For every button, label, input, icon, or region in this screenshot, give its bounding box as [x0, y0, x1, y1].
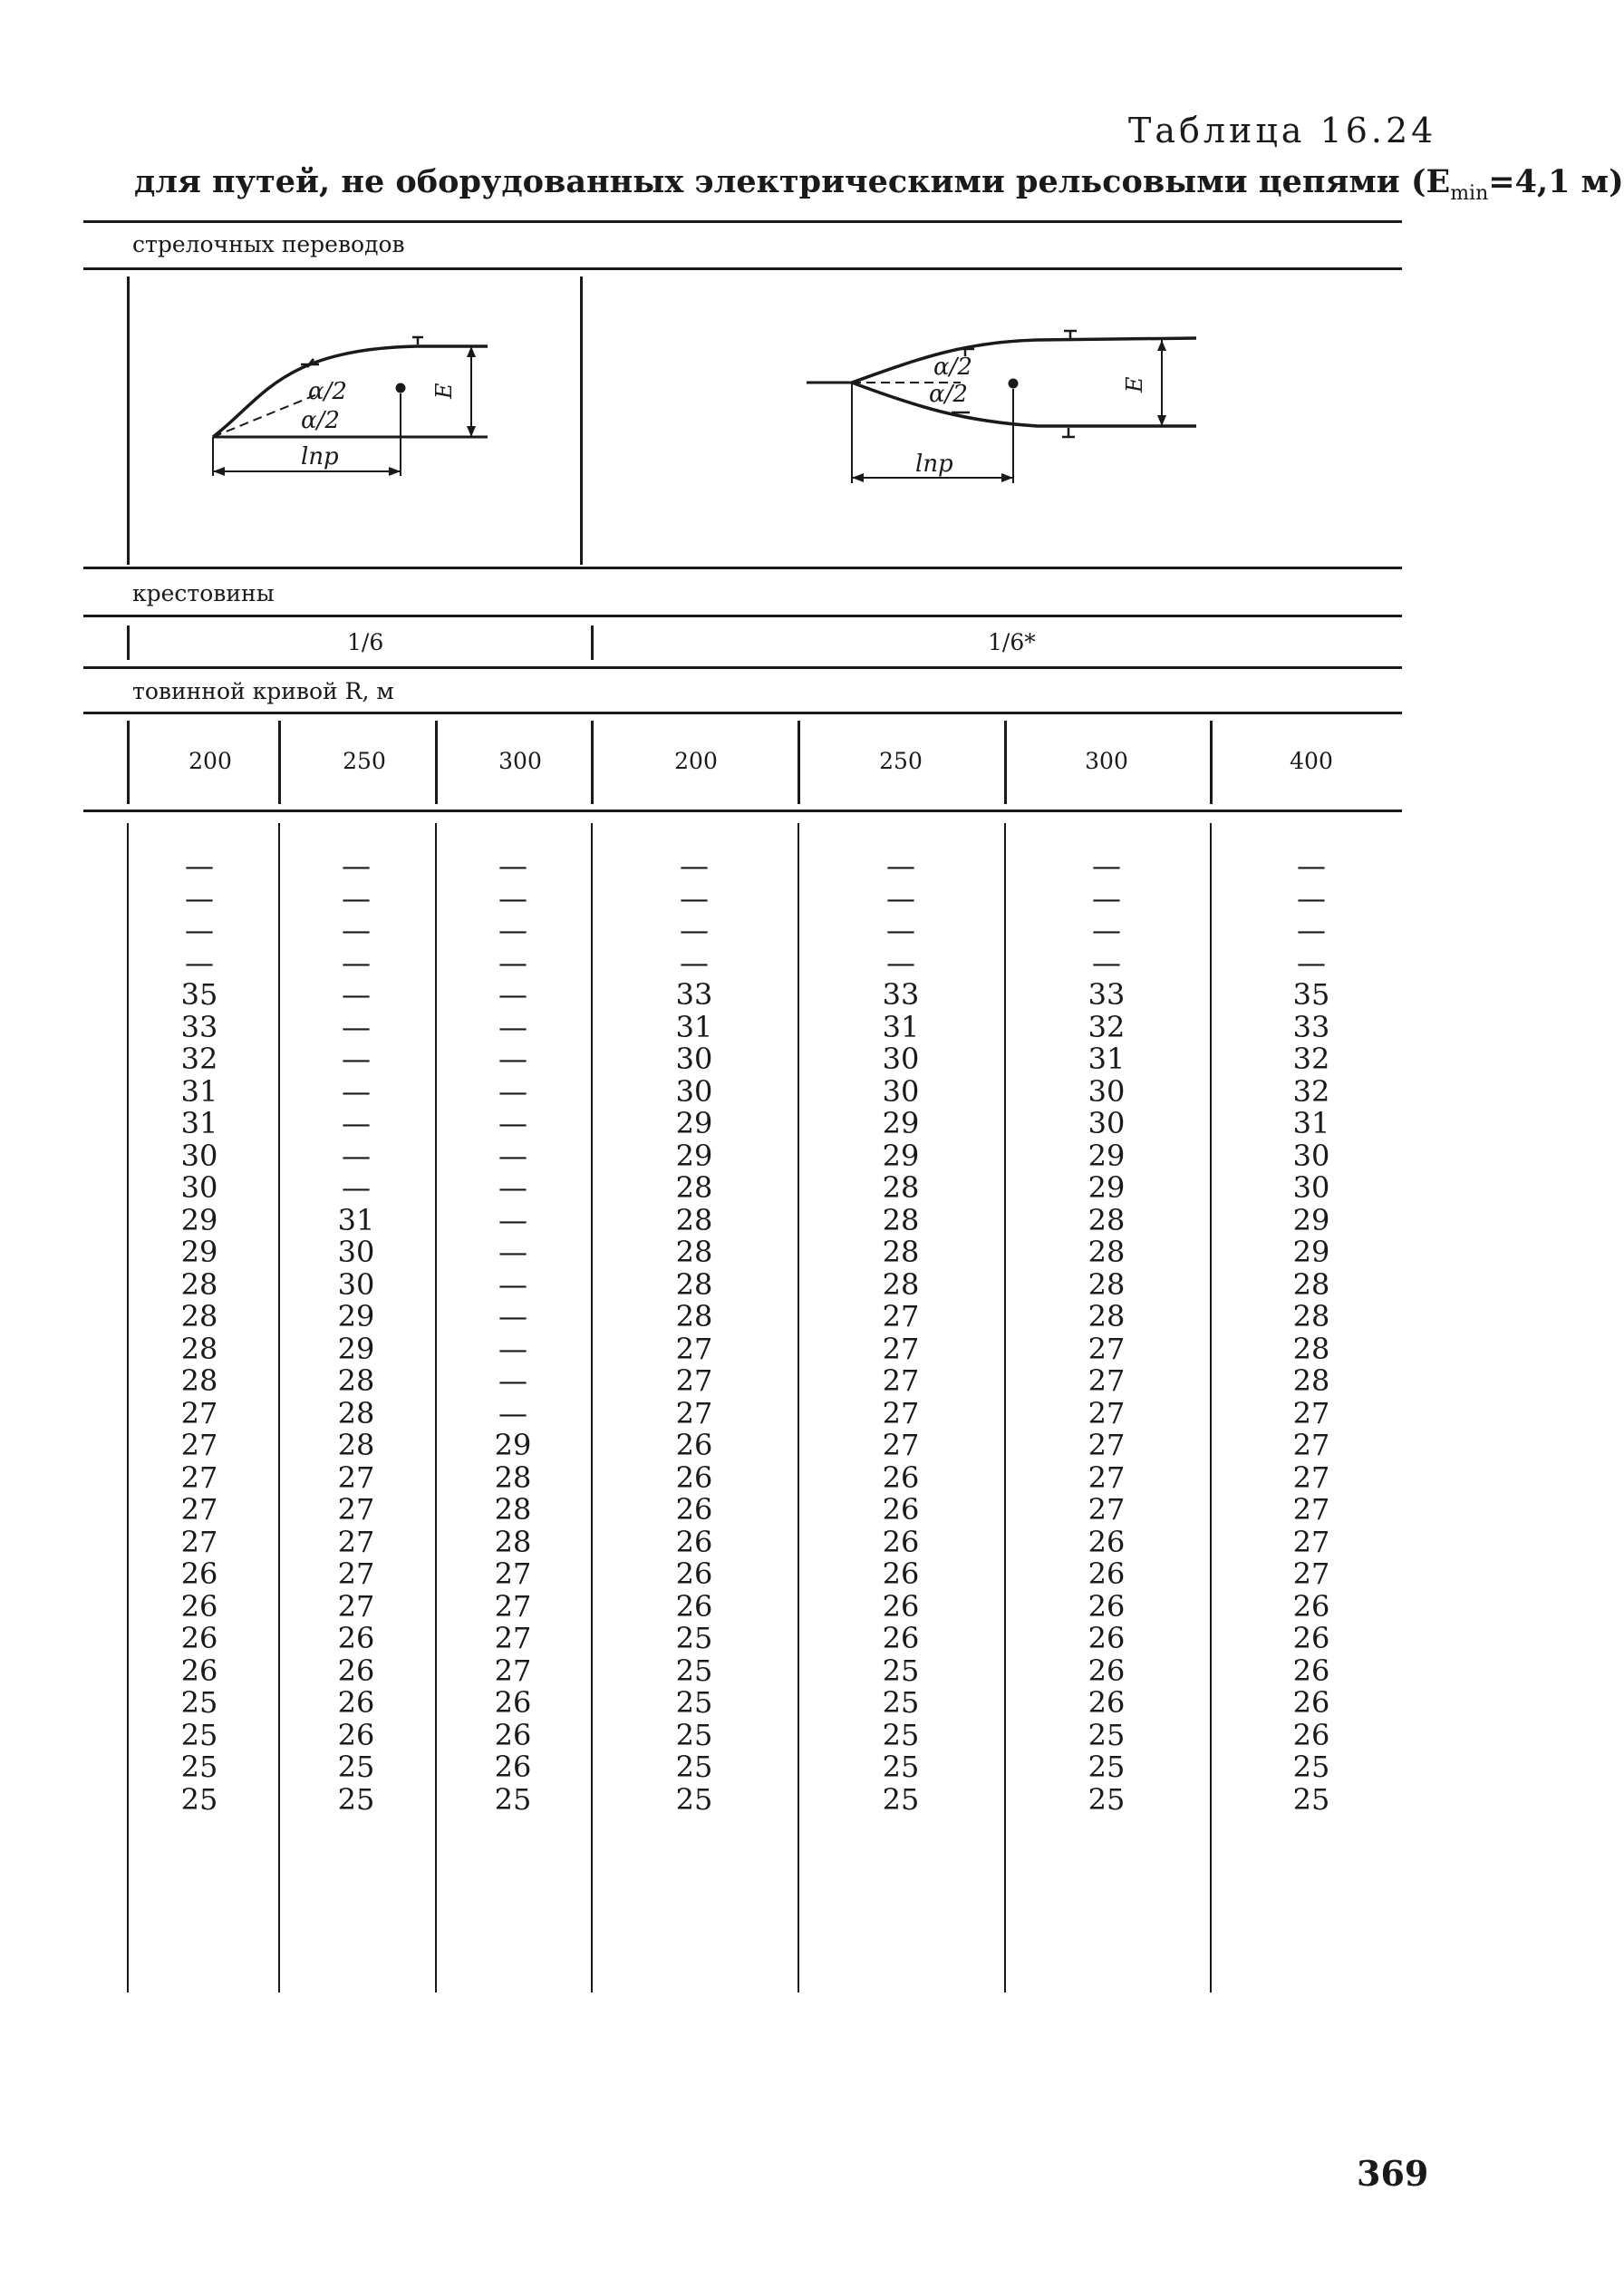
table-cell: 28	[675, 1235, 713, 1269]
table-cell: 26	[882, 1588, 920, 1624]
radius-header: 300	[498, 748, 542, 774]
alpha-half-upper-right: α/2	[933, 354, 972, 381]
subtitle-end: =4,1 м)	[1488, 163, 1624, 200]
table-cell: 27	[1292, 1428, 1330, 1462]
data-column-1-6s-400	[1257, 850, 1366, 1816]
diagram-border-mid	[580, 276, 583, 565]
body-sep-5	[1004, 823, 1006, 1993]
table-cell: 27	[882, 1331, 920, 1366]
table-cell: 26	[1088, 1524, 1126, 1559]
E-label-left: E	[431, 383, 457, 399]
table-cell: 27	[494, 1621, 532, 1655]
rule-crossings-bottom	[83, 615, 1402, 617]
table-cell: 30	[337, 1266, 375, 1302]
body-sep-3	[591, 823, 593, 1993]
table-cell: 25	[180, 1781, 218, 1817]
subtitle-text: для путей, не оборудованных электрическими рельсовыми цепями (E	[134, 163, 1451, 200]
table-cell: 28	[882, 1235, 920, 1269]
table-cell: 27	[1088, 1331, 1126, 1366]
crossing-right-value: 1/6*	[988, 629, 1036, 655]
table-cell: 25	[337, 1750, 375, 1784]
table-cell: —	[498, 1138, 527, 1173]
table-cell: 30	[1088, 1073, 1126, 1109]
table-cell: 26	[1088, 1556, 1126, 1591]
table-cell: 33	[675, 977, 713, 1012]
table-cell: 25	[1088, 1781, 1126, 1817]
rule-curve-bottom	[83, 712, 1402, 714]
table-cell: 25	[882, 1781, 920, 1817]
table-cell: 27	[675, 1331, 713, 1366]
table-cell: 28	[337, 1363, 375, 1398]
table-cell: —	[886, 945, 915, 980]
crossing-left-value: 1/6	[347, 629, 384, 655]
table-cell: —	[342, 1009, 371, 1044]
data-column-1-6-300	[459, 850, 567, 1816]
data-column-1-6-250	[302, 850, 411, 1816]
table-cell: —	[680, 848, 709, 883]
table-cell: 27	[1292, 1556, 1330, 1591]
table-cell: 25	[180, 1717, 218, 1752]
table-cell: 26	[494, 1685, 532, 1720]
table-cell: 28	[1292, 1363, 1330, 1398]
section-crossings-label: крестовины	[132, 580, 275, 606]
table-cell: 28	[1088, 1202, 1126, 1237]
table-cell: —	[342, 880, 371, 916]
data-column-1-6s-250	[846, 850, 955, 1816]
table-cell: 29	[337, 1299, 375, 1333]
table-cell: —	[342, 945, 371, 980]
radius-header: 250	[879, 748, 923, 774]
table-cell: —	[342, 913, 371, 947]
table-cell: 26	[1088, 1685, 1126, 1720]
table-cell: 25	[675, 1621, 713, 1655]
table-cell: —	[1092, 880, 1121, 916]
table-cell: —	[342, 848, 371, 883]
table-cell: 28	[180, 1299, 218, 1333]
radius-header: 400	[1290, 748, 1333, 774]
table-cell: 26	[1292, 1653, 1330, 1688]
table-cell: 25	[675, 1781, 713, 1817]
table-cell: 30	[180, 1170, 218, 1205]
table-cell: 26	[180, 1556, 218, 1591]
table-cell: 26	[337, 1621, 375, 1655]
table-cell: 25	[882, 1750, 920, 1784]
rule-diagrams-bottom	[83, 567, 1402, 569]
table-cell: 30	[882, 1073, 920, 1109]
table-cell: 30	[180, 1138, 218, 1173]
table-cell: 30	[337, 1235, 375, 1269]
table-cell: 35	[180, 977, 218, 1012]
table-cell: 27	[1088, 1492, 1126, 1527]
table-cell: 30	[1292, 1170, 1330, 1205]
data-column-1-6s-300	[1052, 850, 1161, 1816]
table-cell: —	[680, 913, 709, 947]
table-cell: —	[185, 848, 214, 883]
table-subtitle	[134, 163, 1624, 205]
switch-diagram-symmetric	[802, 322, 1201, 499]
table-cell: 28	[882, 1170, 920, 1205]
rule-top	[83, 220, 1402, 223]
table-cell: 28	[337, 1428, 375, 1462]
table-cell: —	[886, 880, 915, 916]
table-cell: —	[498, 1395, 527, 1430]
table-cell: 27	[1088, 1363, 1126, 1398]
table-number: Таблица 16.24	[1128, 111, 1437, 150]
table-cell: 28	[494, 1492, 532, 1527]
table-cell: 27	[337, 1524, 375, 1559]
table-cell: —	[498, 1042, 527, 1076]
table-cell: 25	[675, 1653, 713, 1688]
table-cell: 26	[1088, 1621, 1126, 1655]
table-cell: —	[1297, 913, 1326, 947]
table-cell: 26	[675, 1492, 713, 1527]
table-cell: 26	[180, 1653, 218, 1688]
data-column-1-6-200	[145, 850, 254, 1816]
table-cell: 31	[1292, 1106, 1330, 1140]
table-cell: 26	[675, 1588, 713, 1624]
table-cell: 28	[1088, 1299, 1126, 1333]
body-sep-2	[435, 823, 437, 1993]
table-cell: 27	[1088, 1459, 1126, 1495]
table-cell: 25	[494, 1781, 532, 1817]
table-cell: 28	[180, 1331, 218, 1366]
table-cell: 28	[675, 1266, 713, 1302]
table-cell: —	[498, 945, 527, 980]
table-cell: 26	[882, 1459, 920, 1495]
table-cell: 26	[675, 1556, 713, 1591]
header-sep-6	[1210, 721, 1213, 804]
table-cell: 27	[180, 1428, 218, 1462]
table-cell: 25	[1292, 1781, 1330, 1817]
table-cell: —	[185, 945, 214, 980]
radius-header: 200	[674, 748, 718, 774]
table-cell: —	[1092, 913, 1121, 947]
table-cell: 27	[494, 1653, 532, 1688]
crossing-border-mid	[591, 625, 594, 660]
table-cell: 26	[675, 1524, 713, 1559]
table-cell: —	[498, 880, 527, 916]
table-cell: 29	[337, 1331, 375, 1366]
table-cell: 27	[882, 1395, 920, 1430]
table-cell: —	[498, 1202, 527, 1237]
table-cell: —	[1092, 945, 1121, 980]
table-cell: 32	[1292, 1042, 1330, 1076]
table-cell: 28	[1088, 1266, 1126, 1302]
table-cell: 27	[337, 1492, 375, 1527]
table-cell: 27	[180, 1459, 218, 1495]
radius-header: 300	[1085, 748, 1128, 774]
table-cell: 29	[675, 1106, 713, 1140]
table-cell: 32	[180, 1042, 218, 1076]
table-cell: —	[680, 945, 709, 980]
table-cell: 27	[882, 1299, 920, 1333]
table-cell: 35	[1292, 977, 1330, 1012]
table-cell: 25	[882, 1685, 920, 1720]
table-cell: 33	[180, 1009, 218, 1044]
table-cell: —	[498, 1299, 527, 1333]
table-cell: 26	[675, 1428, 713, 1462]
table-cell: 28	[1292, 1266, 1330, 1302]
table-cell: 26	[882, 1621, 920, 1655]
table-cell: 25	[1292, 1750, 1330, 1784]
table-cell: —	[498, 1009, 527, 1044]
E-label-right: E	[1122, 376, 1147, 393]
table-cell: 33	[1088, 977, 1126, 1012]
table-cell: 29	[1088, 1170, 1126, 1205]
table-cell: 25	[882, 1653, 920, 1688]
table-cell: 28	[882, 1266, 920, 1302]
table-cell: 29	[180, 1202, 218, 1237]
table-cell: 27	[675, 1395, 713, 1430]
table-cell: 26	[180, 1621, 218, 1655]
table-cell: 26	[1292, 1621, 1330, 1655]
body-sep-1	[278, 823, 280, 1993]
table-cell: 26	[494, 1717, 532, 1752]
table-cell: 29	[1292, 1235, 1330, 1269]
table-cell: —	[498, 977, 527, 1012]
table-cell: 26	[1088, 1653, 1126, 1688]
table-cell: 27	[1292, 1459, 1330, 1495]
table-cell: 27	[337, 1556, 375, 1591]
radius-header: 250	[343, 748, 386, 774]
table-cell: —	[680, 880, 709, 916]
table-cell: 26	[337, 1653, 375, 1688]
table-cell: 32	[1292, 1073, 1330, 1109]
alpha-half-lower-left: α/2	[301, 407, 340, 434]
table-cell: 31	[675, 1009, 713, 1044]
table-cell: 32	[1088, 1009, 1126, 1044]
table-cell: 29	[1088, 1138, 1126, 1173]
table-cell: 26	[180, 1588, 218, 1624]
section-switches-label: стрелочных переводов	[132, 231, 405, 257]
table-cell: 27	[180, 1395, 218, 1430]
switch-diagram-single	[199, 326, 508, 503]
table-cell: —	[342, 1073, 371, 1109]
table-cell: 26	[1292, 1588, 1330, 1624]
table-cell: 28	[675, 1202, 713, 1237]
table-cell: 26	[882, 1492, 920, 1527]
table-cell: 25	[180, 1750, 218, 1784]
table-cell: 28	[180, 1266, 218, 1302]
table-cell: 27	[494, 1588, 532, 1624]
table-cell: 26	[1292, 1717, 1330, 1752]
table-cell: —	[342, 1170, 371, 1205]
table-cell: 28	[1292, 1299, 1330, 1333]
table-cell: 26	[1292, 1685, 1330, 1720]
table-cell: —	[498, 1235, 527, 1269]
subtitle-subscript: min	[1450, 182, 1489, 205]
table-cell: 26	[494, 1750, 532, 1784]
table-cell: 28	[1088, 1235, 1126, 1269]
table-cell: 30	[1088, 1106, 1126, 1140]
table-cell: 30	[1292, 1138, 1330, 1173]
table-cell: 27	[882, 1363, 920, 1398]
table-cell: —	[498, 913, 527, 947]
table-cell: 25	[675, 1717, 713, 1752]
table-cell: 25	[882, 1717, 920, 1752]
table-cell: 27	[494, 1556, 532, 1591]
table-cell: —	[1297, 880, 1326, 916]
table-cell: 28	[494, 1524, 532, 1559]
table-cell: —	[342, 1138, 371, 1173]
table-cell: —	[1297, 945, 1326, 980]
table-cell: 27	[1088, 1395, 1126, 1430]
section-curve-label: товинной кривой R, м	[132, 678, 394, 704]
table-cell: —	[498, 848, 527, 883]
table-cell: —	[185, 880, 214, 916]
table-cell: 31	[180, 1106, 218, 1140]
table-cell: 29	[494, 1428, 532, 1462]
rule-curve-top	[83, 666, 1402, 669]
lpr-label-left: lпр	[301, 443, 339, 470]
table-cell: 28	[337, 1395, 375, 1430]
table-cell: 30	[675, 1073, 713, 1109]
rule-header-bottom	[83, 810, 1402, 812]
table-cell: 28	[675, 1170, 713, 1205]
table-cell: 27	[337, 1459, 375, 1495]
table-cell: 27	[1292, 1524, 1330, 1559]
table-cell: 27	[180, 1524, 218, 1559]
table-cell: 25	[675, 1685, 713, 1720]
table-cell: 25	[675, 1750, 713, 1784]
diagram-border-left	[127, 276, 130, 565]
table-cell: 26	[882, 1556, 920, 1591]
table-cell: 26	[675, 1459, 713, 1495]
body-sep-4	[798, 823, 799, 1993]
table-cell: 33	[1292, 1009, 1330, 1044]
body-sep-6	[1210, 823, 1212, 1993]
table-cell: 29	[882, 1138, 920, 1173]
table-cell: —	[498, 1106, 527, 1140]
table-cell: 30	[675, 1042, 713, 1076]
table-cell: 29	[1292, 1202, 1330, 1237]
header-sep-0	[127, 721, 130, 804]
table-cell: 25	[180, 1685, 218, 1720]
header-sep-5	[1004, 721, 1007, 804]
table-cell: 26	[337, 1685, 375, 1720]
crossing-border-left	[127, 625, 130, 660]
alpha-half-upper-left: α/2	[308, 378, 347, 405]
table-cell: 28	[882, 1202, 920, 1237]
table-cell: 28	[1292, 1331, 1330, 1366]
table-cell: —	[498, 1073, 527, 1109]
table-cell: 31	[180, 1073, 218, 1109]
table-cell: —	[886, 848, 915, 883]
table-cell: 27	[1292, 1395, 1330, 1430]
table-cell: —	[498, 1363, 527, 1398]
radius-header: 200	[188, 748, 232, 774]
table-cell: 31	[882, 1009, 920, 1044]
table-cell: 26	[882, 1524, 920, 1559]
table-cell: 28	[180, 1363, 218, 1398]
table-cell: —	[498, 1266, 527, 1302]
rule-switches-bottom	[83, 267, 1402, 270]
table-cell: —	[342, 1106, 371, 1140]
table-cell: 27	[1088, 1428, 1126, 1462]
table-cell: 27	[180, 1492, 218, 1527]
table-cell: —	[342, 1042, 371, 1076]
table-cell: 29	[180, 1235, 218, 1269]
alpha-half-lower-right: α/2	[929, 381, 968, 408]
table-cell: —	[342, 977, 371, 1012]
table-cell: —	[185, 913, 214, 947]
table-cell: —	[886, 913, 915, 947]
table-cell: 28	[494, 1459, 532, 1495]
table-cell: 25	[1088, 1717, 1126, 1752]
table-cell: 25	[1088, 1750, 1126, 1784]
table-cell: 31	[1088, 1042, 1126, 1076]
header-sep-4	[798, 721, 800, 804]
lpr-label-right: lпр	[915, 451, 953, 478]
body-sep-0	[127, 823, 129, 1993]
table-cell: 31	[337, 1202, 375, 1237]
table-cell: 27	[882, 1428, 920, 1462]
table-cell: 28	[675, 1299, 713, 1333]
table-cell: 27	[675, 1363, 713, 1398]
table-cell: 29	[882, 1106, 920, 1140]
table-cell: —	[1092, 848, 1121, 883]
data-column-1-6s-200	[640, 850, 749, 1816]
table-cell: 33	[882, 977, 920, 1012]
table-cell: 27	[337, 1588, 375, 1624]
table-cell: —	[498, 1170, 527, 1205]
table-cell: 26	[1088, 1588, 1126, 1624]
table-cell: —	[1297, 848, 1326, 883]
page-number: 369	[1357, 2153, 1429, 2194]
table-cell: —	[498, 1331, 527, 1366]
table-cell: 30	[882, 1042, 920, 1076]
table-cell: 29	[675, 1138, 713, 1173]
table-cell: 27	[1292, 1492, 1330, 1527]
table-cell: 26	[337, 1717, 375, 1752]
table-cell: 25	[337, 1781, 375, 1817]
